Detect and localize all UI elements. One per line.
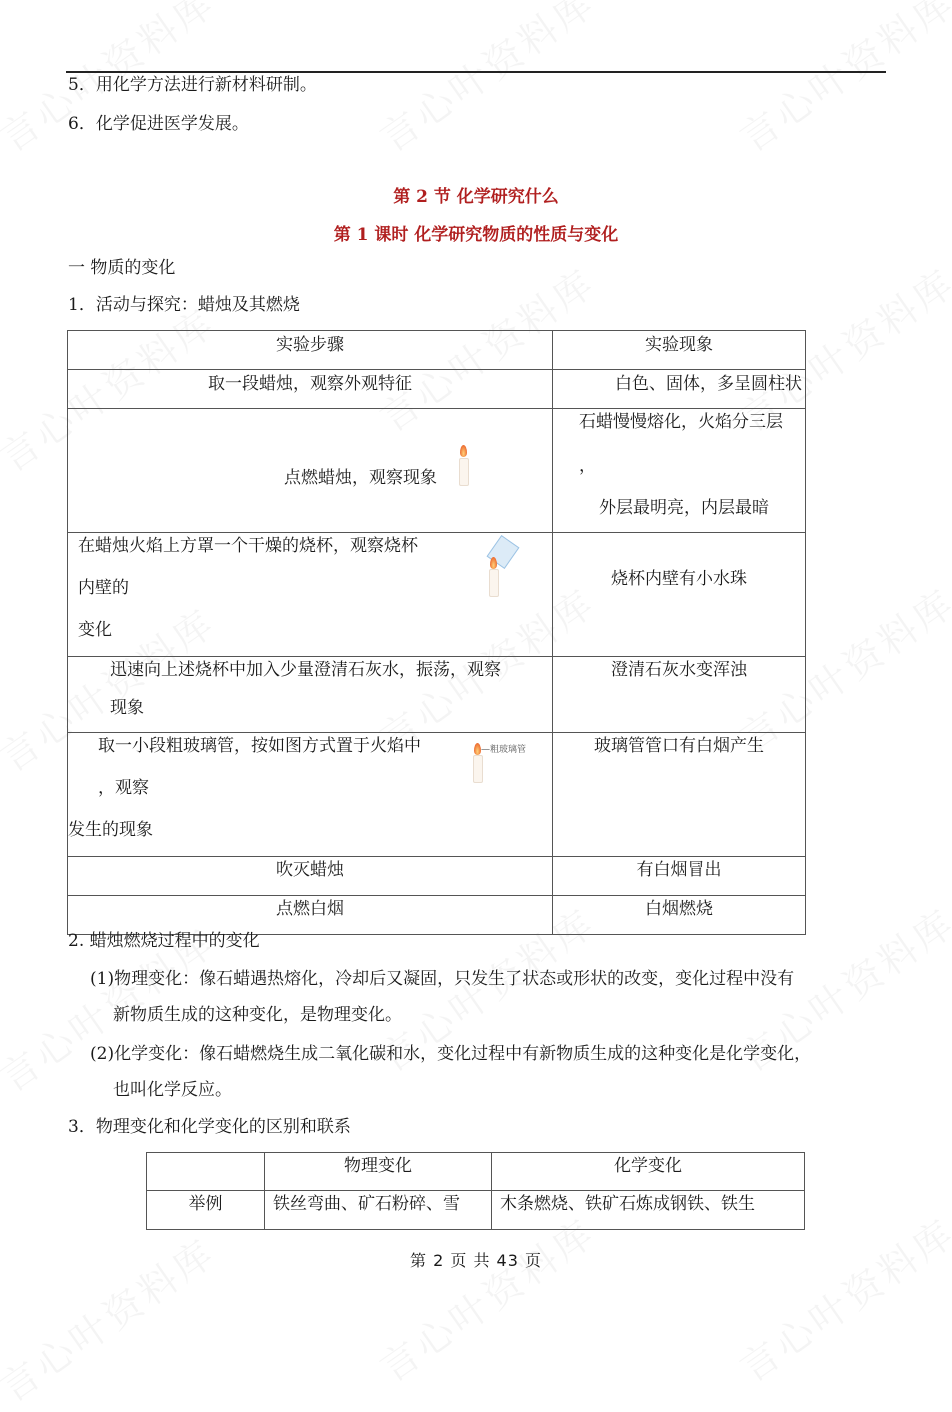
item-2-heading: 2. 蜡烛燃烧过程中的变化: [68, 931, 260, 951]
candle-icon: [459, 458, 469, 486]
result-text: 白烟燃烧: [645, 899, 713, 919]
intro-item-6: 6．化学促进医学发展。: [68, 114, 249, 134]
candle-icon: [473, 755, 483, 783]
table-row: [68, 409, 806, 533]
step-text: 取一段蜡烛，观察外观特征: [208, 374, 412, 394]
chemical-change-definition-cont: 也叫化学反应。: [113, 1080, 232, 1100]
physical-change-definition: (1)物理变化：像石蜡遇热熔化，冷却后又凝固，只发生了状态或形状的改变，变化过程中没有: [90, 969, 795, 989]
result-text: ，: [579, 456, 596, 476]
page-footer: 第 2 页 共 43 页: [410, 1251, 542, 1270]
step-text: ，观察: [98, 778, 149, 798]
header-chemical-change: 化学变化: [614, 1156, 682, 1176]
table-row: [68, 657, 806, 733]
physical-change-definition-cont: 新物质生成的这种变化，是物理变化。: [113, 1005, 402, 1025]
glass-tube-label: —粗玻璃管: [481, 745, 527, 755]
watermark: [367, 0, 605, 162]
watermark: [367, 1203, 605, 1393]
result-text: 玻璃管管口有白烟产生: [594, 736, 764, 756]
step-text: 迅速向上述烧杯中加入少量澄清石灰水，振荡，观察: [110, 660, 501, 680]
step-text: 点燃白烟: [276, 899, 344, 919]
candle-icon: [489, 569, 499, 597]
comparison-table: [146, 1152, 805, 1230]
result-text: 烧杯内壁有小水珠: [611, 569, 747, 589]
table-row: [68, 733, 806, 857]
table-row: [68, 896, 806, 935]
step-text: 发生的现象: [68, 820, 153, 840]
table-row: [68, 370, 806, 409]
row-label-examples: 举例: [188, 1194, 223, 1214]
table-row: [68, 857, 806, 896]
physical-examples: 铁丝弯曲、矿石粉碎、雪: [273, 1194, 460, 1214]
chemical-change-definition: (2)化学变化：像石蜡燃烧生成二氧化碳和水，变化过程中有新物质生成的这种变化是化学变化，: [90, 1044, 812, 1064]
result-text: 外层最明亮，内层最暗: [599, 498, 769, 518]
result-text: 白色、固体，多呈圆柱状: [615, 374, 802, 394]
header-steps: 实验步骤: [276, 335, 344, 355]
candle-flame-icon: [460, 445, 467, 457]
result-text: 澄清石灰水变浑浊: [611, 660, 747, 680]
watermark: [727, 1203, 952, 1393]
step-text: 吹灭蜡烛: [276, 860, 344, 880]
watermark: [727, 0, 952, 162]
step-text: 变化: [78, 620, 112, 640]
header-rule: [66, 71, 886, 73]
step-text: 现象: [110, 698, 144, 718]
item-3-heading: 3．物理变化和化学变化的区别和联系: [68, 1117, 351, 1137]
table-row: [147, 1191, 805, 1230]
step-text: 在蜡烛火焰上方罩一个干燥的烧杯，观察烧杯: [78, 536, 418, 556]
header-physical-change: 物理变化: [344, 1156, 412, 1176]
experiment-table: [67, 330, 806, 935]
table-header-row: [147, 1153, 805, 1191]
result-text: 有白烟冒出: [636, 860, 722, 880]
step-text: 内壁的: [78, 578, 129, 598]
intro-item-5: 5．用化学方法进行新材料研制。: [68, 75, 317, 95]
step-text: 点燃蜡烛，观察现象: [284, 468, 437, 488]
table-row: [68, 533, 806, 657]
section-title: 第 2 节 化学研究什么: [393, 187, 559, 207]
table-header-row: [68, 331, 806, 370]
chemical-examples: 木条燃烧、铁矿石炼成钢铁、铁生: [500, 1194, 755, 1214]
heading-material-change: 一 物质的变化: [68, 258, 176, 278]
result-text: 石蜡慢慢熔化，火焰分三层: [579, 412, 783, 432]
candle-flame-icon: [490, 557, 497, 569]
step-text: 取一小段粗玻璃管，按如图方式置于火焰中: [98, 736, 421, 756]
lesson-title: 第 1 课时 化学研究物质的性质与变化: [333, 225, 619, 245]
item-1-heading: 1．活动与探究：蜡烛及其燃烧: [68, 295, 300, 315]
candle-flame-icon: [474, 743, 481, 755]
header-observations: 实验现象: [645, 335, 713, 355]
